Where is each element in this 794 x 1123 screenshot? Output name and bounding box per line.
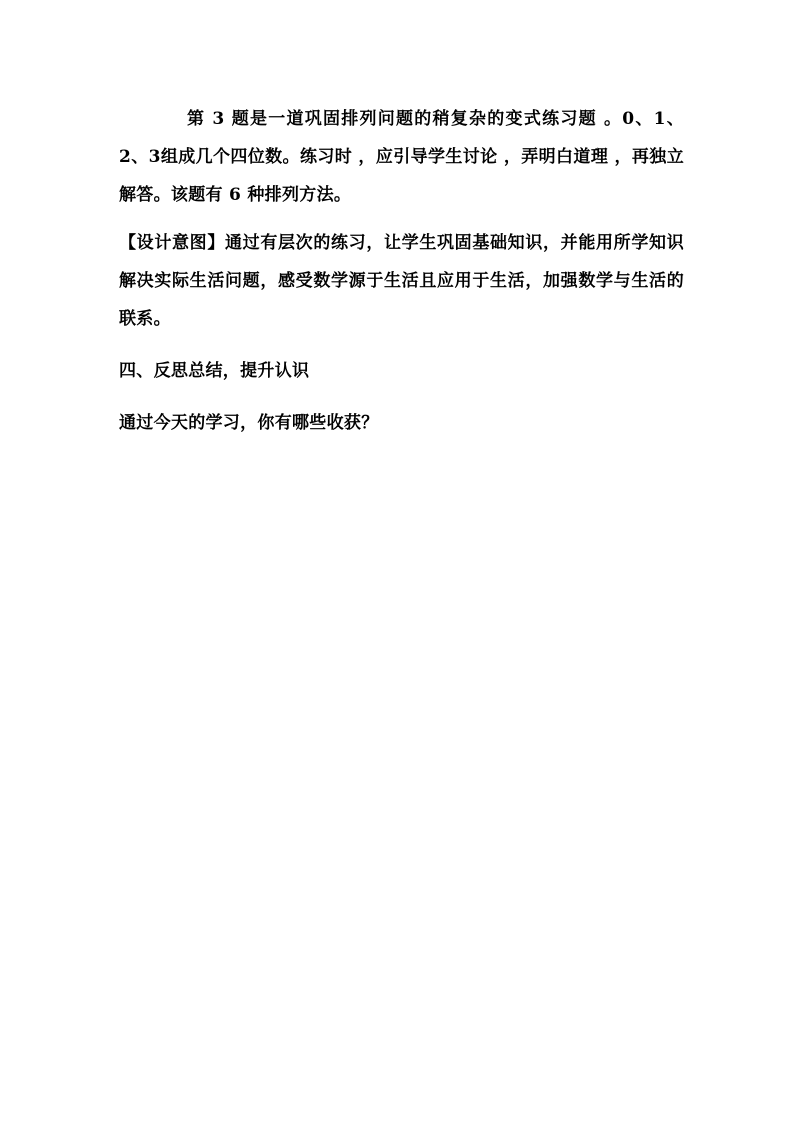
reflection-question: 通过今天的学习，你有哪些收获？ <box>119 413 379 433</box>
document-body <box>119 100 684 442</box>
design-intent-paragraph: 【设计意图】通过有层次的练习，让学生巩固基础知识，并能用所学知识解决实际生活问题，感受数学源于生活且应用于生活，加强数学与生活的联系。 <box>119 233 684 329</box>
exercise-3-paragraph: 第 3 题是一道巩固排列问题的稍复杂的变式练习题 。0、1、2、3组成几个四位数。练习时 ，应引导学生讨论 ，弄明白道理 ，再独立解答。该题有 6 种排列方法。 <box>119 109 684 205</box>
section-heading: 四、反思总结，提升认识 <box>119 361 310 381</box>
